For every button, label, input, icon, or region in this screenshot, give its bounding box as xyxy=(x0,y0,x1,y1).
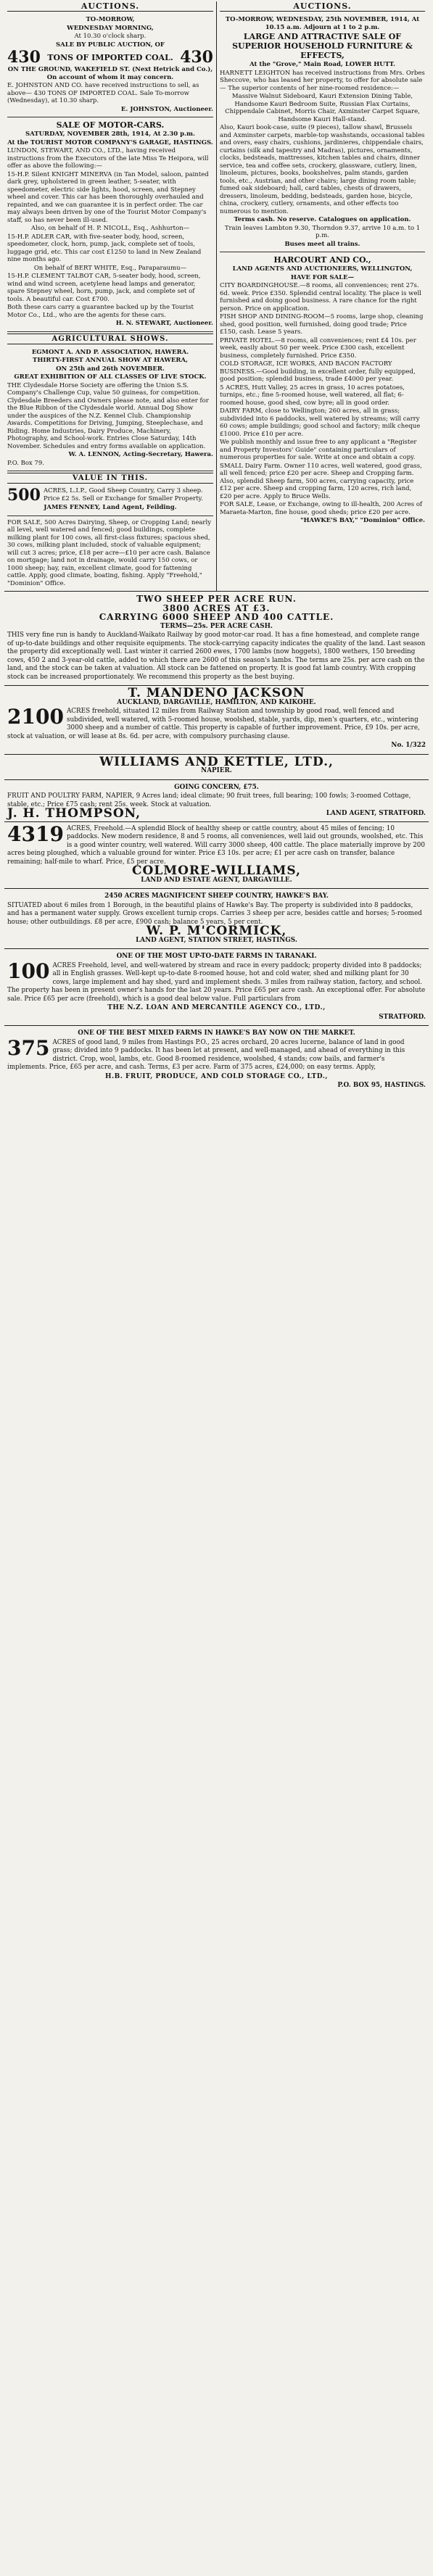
colmore-name: COLMORE-WILLIAMS, xyxy=(132,864,301,878)
egmont-dates: ON 25th and 26th NOVEMBER. xyxy=(56,365,165,373)
harcourt-item3: PRIVATE HOTEL.—8 rooms, all conveniences; rent £4 10s. per week, easily about 50 per week. Price £300 cash, excellent business, completely furnished. Price £350. xyxy=(220,336,416,360)
twosheep-h3: CARRYING 6000 SHEEP AND 400 CATTLE. xyxy=(99,612,334,622)
motor-car1: 15-H.P. Silent KNIGHT MINERVA (in Tan Model, saloon, painted dark grey, upholstered in green leather, 5-seater, with speedometer, electric side lights, hood, screen, and Stepney wheel and cover. This car has been thoroughly overhauled and repainted, and we can guarantee it is in perfect order. The car may always been driven by one of the Tourist Motor Company's staff, so has never been ill-used. xyxy=(7,170,209,224)
twosheep-h2: 3800 ACRES AT £3. xyxy=(162,602,271,613)
furniture-items: Massive Walnut Sideboard, Kauri Extension Dining Table, Handsome Kauri Bedroom Suite, Russian Flax Curtains, Chippendale Cabinet, Morris Chair, Axminster Carpet Square, Handsome Kauri Hall-stand. xyxy=(225,93,420,123)
nz-loan-ad xyxy=(4,949,429,1026)
furniture-date: TO-MORROW, WEDNESDAY, 25th NOVEMBER, 1914, At 10.15 a.m. Adjourn at 1 to 2 p.m. xyxy=(225,16,420,31)
furniture-more: Also, Kauri book-case, suite (9 pieces), tallow shawl, Brussels and Axminster carpets, marble-top washstands, occasional tables and overs, easy chairs, cushions, jardinieres, chippendale chairs, curtains (silk and tapestry and Madras), pictures, ornaments, clocks, bedsteads, mattresses, kitchen tables and chairs, dinner service, tea and coffee sets, crockery, glassware, cutlery, linen, linoleum, pictures, books, bookshelves, palm stands, garden tools, etc., Austrian, and other chairs; large dining room table; fumed oak sideboard; hall, card tables, chests of drawers, dressers, linoleum, bedding, bedsteads, garden hose, bicycle, china, crockery, cutlery, ornaments, and other effects too numerous to mention. xyxy=(220,124,425,215)
nzloan-body: ACRES Freehold, level, and well-watered by stream and race in every paddock; property divided into 8 paddocks; all in English grasses. Well-kept up-to-date 8-roomed house, hot and cold water, shed and milking plant for 30 cows, large implement and hay shed, yard and implement sheds. 3 miles from railway station, factory, and school. The property has been in present owner's hands for the last 20 years. Price £65 per acre cash. An exceptional offer. For absolute sale. Price £65 per acre (freehold), which is a good deal below value. Full particulars from xyxy=(7,961,426,1003)
nzloan-acres-number: 100 xyxy=(7,961,50,983)
coal-auction-ad xyxy=(7,13,213,117)
motor-title: SALE OF MOTOR-CARS. xyxy=(56,120,165,130)
thompson-body: FRUIT AND POULTRY FARM, NAPIER, 9 Acres land; ideal climate; 90 fruit trees, full bearing; 100 fowls; 3-roomed Cottage, stable, etc.; Price £75 cash; rent 25s. week. Stock at valuation. xyxy=(7,792,411,808)
mandeno-jackson-ad xyxy=(4,686,429,755)
motor-car3: 15-H.P. CLEMENT TALBOT CAR, 5-seater body, hood, screen, wind and wind screen, acetylene head lamps and generator, spare Stepney wheel, horn, pump, jack, and complete set of tools. A beautiful car. Cost £700. xyxy=(7,273,201,303)
egmont-show-ad xyxy=(7,346,213,472)
harcourt-item7: We publish monthly and issue free to any applicant a "Register and Property Investors' Guide" containing particulars of numerous properties for sale. Write at once and obtain a copy. xyxy=(220,439,417,461)
coal-signature: E. JOHNSTON, Auctioneer. xyxy=(120,105,213,113)
left-column xyxy=(4,1,216,591)
twosheep-h1: TWO SHEEP PER ACRE RUN. xyxy=(136,594,297,604)
coal-date-line1: TO-MORROW, xyxy=(86,16,135,23)
colmore-role: LAND AND ESTATE AGENT, DARGAVILLE. xyxy=(141,876,292,884)
motor-car-auction-ad xyxy=(7,117,213,332)
mandeno-name: T. MANDENO JACKSON xyxy=(128,686,305,700)
coal-location: ON THE GROUND, WAKEFIELD ST. (Next Hetrick and Co.), On account of whom it may concern. xyxy=(7,66,213,81)
colmore-acres-number: 4319 xyxy=(7,824,64,846)
harcourt-sub: LAND AGENTS AND AUCTIONEERS, WELLINGTON, xyxy=(232,265,413,273)
nzloan-name: THE N.Z. LOAN AND MERCANTILE AGENCY CO., LTD., xyxy=(107,1004,326,1011)
williams-kettle-ad xyxy=(4,755,429,780)
colmore-row xyxy=(7,825,426,867)
harcourt-item2: FISH SHOP AND DINING-ROOM—5 rooms, large shop, cleaning shed, good position, well furnished, doing good trade; Price £150, cash. Lease 5 years. xyxy=(220,313,424,336)
hbfruit-head: ONE OF THE BEST MIXED FARMS IN HAWKE'S BAY NOW ON THE MARKET. xyxy=(78,1030,355,1037)
egmont-exhibition: GREAT EXHIBITION OF ALL CLASSES OF LIVE STOCK. xyxy=(14,373,207,381)
egmont-show: THIRTY-FIRST ANNUAL SHOW AT HAWERA, xyxy=(33,357,188,364)
furniture-title: LARGE AND ATTRACTIVE SALE OF SUPERIOR HOUSEHOLD FURNITURE & EFFECTS, xyxy=(232,32,413,60)
harcourt-item5: 5 ACRES, Hutt Valley, 25 acres in grass, 10 acres potatoes, turnips, etc.; fine 5-roomed house, well watered, all flat; 6-roomed house, good shed, cow byre; all in good order. xyxy=(220,384,405,407)
egmont-body: THE Clydesdale Horse Society are offering the Union S.S. Company's Challenge Cup, value 50 guineas, for competition. Clydesdale Breeders and Owners please note, and also enter for the Blue Ribbon of the Clydesdale world. Annual Dog Show under the auspices of the N.Z. Kennel Club. Championship Awards. Competitions for Driving, Jumping, Steeplechase, and Riding. Home Industries, Dairy Produce, Machinery, Photography, and School-work. Entries Close Saturday, 14th November. Schedules and entry forms available on application. xyxy=(7,381,209,450)
hbfruit-acres-number: 375 xyxy=(7,1038,50,1060)
coal-body: E. JOHNSTON AND CO. have received instructions to sell, as above— 430 TONS OF IMPORTED COAL. Sale To-morrow (Wednesday), at 10.30 sharp. xyxy=(7,82,199,104)
value-in-this-header: VALUE IN THIS. xyxy=(7,473,213,484)
mccormick-head: 2450 ACRES MAGNIFICENT SHEEP COUNTRY, HAWKE'S BAY. xyxy=(104,893,329,900)
furniture-auction-ad xyxy=(220,13,425,252)
mandeno-row xyxy=(7,708,426,741)
egmont-pobox: P.O. Box 79. xyxy=(7,459,44,467)
furniture-buses: Buses meet all trains. xyxy=(284,240,360,248)
mccormick-ad xyxy=(4,889,429,949)
harcourt-have: HAVE FOR SALE— xyxy=(290,273,355,281)
coal-headline xyxy=(7,49,213,65)
egmont-assoc: EGMONT A. AND P. ASSOCIATION, HAWERA. xyxy=(31,348,189,356)
right-column xyxy=(216,1,428,591)
mandeno-ref: No. 1/322 xyxy=(391,742,426,749)
furniture-body: HARNETT LEIGHTON has received instructions from Mrs. Orbes Sheccove, who has leased her property, to offer for absolute sale— The superior contents of her nine-roomed residence:— xyxy=(220,69,425,92)
harcourt-item8: SMALL Dairy Farm. Owner 110 acres, well watered, good grass, all well fenced; price £20 per acre. Sheep and Cropping farm. Also, splendid Sheep farm, 500 acres, carrying capacity, price £12 per acre. Sheep and cropping farm, 120 acres, rich land, £20 per acre. Apply to Bruce Wells. xyxy=(220,462,422,500)
harcourt-item6: DAIRY FARM, close to Wellington; 260 acres, all in grass; subdivided into 6 paddocks, well watered by streams; will carry 60 cows; ample buildings; good school and factory; milk cheque £1000. Price £10 per acre. xyxy=(220,407,421,438)
two-sheep-run-ad xyxy=(4,592,429,686)
nzloan-row xyxy=(7,962,426,1004)
thompson-sig-row xyxy=(7,806,426,821)
harcourt-item9: FOR SALE, Lease, or Exchange, owing to ill-health, 200 Acres of Maraeta-Marton, fine house, good sheds; price £20 per acre. xyxy=(220,501,423,516)
coal-tons-left: 430 xyxy=(7,48,41,67)
coal-date-line2: WEDNESDAY MORNING, xyxy=(67,24,154,32)
mccormick-body: SITUATED about 6 miles from 1 Borough, in the beautiful plains of Hawke's Bay. The property is subdivided into 8 paddocks, and has a permanent water supply. Grows excellent turnip crops. Carries 3 sheep per acre, besides cattle and horses; 5-roomed house; other outbuildings. £8 per acre, £900 cash; balance 5 years, 5 per cent. xyxy=(7,901,422,926)
mandeno-places: AUCKLAND, DARGAVILLE, HAMILTON, AND KAIKOHE. xyxy=(117,698,316,706)
williams-name: WILLIAMS AND KETTLE, LTD., xyxy=(99,754,334,769)
hbfruit-role: P.O. BOX 95, HASTINGS. xyxy=(337,1082,426,1089)
hbfruit-name: H.B. FRUIT, PRODUCE, AND COLD STORAGE CO., LTD., xyxy=(105,1072,328,1080)
nzloan-role: STRATFORD. xyxy=(379,1013,426,1021)
harcourt-item1: CITY BOARDINGHOUSE.—8 rooms, all conveniences; rent 27s. 6d. week. Price £350. Splendid central locality. The place is well furnished and doing good business. A rare chance for the right person. Price on application. xyxy=(220,282,421,312)
motor-signature: H. N. STEWART, Auctioneer. xyxy=(115,320,213,327)
fenney-acres-number: 500 xyxy=(7,486,41,505)
fenney-row xyxy=(7,487,213,503)
fenney-body: ACRES, L.I.P., Good Sheep Country, Carry 3 sheep. Price £2 5s. Sell or Exchange for Smaller Property. xyxy=(43,487,203,502)
colmore-williams-ad xyxy=(4,822,429,890)
motor-date: SATURDAY, NOVEMBER 28th, 1914, At 2.30 p.m. xyxy=(25,131,195,138)
motor-guarantee: Both these cars carry a guarantee backed up by the Tourist Motor Co., Ltd., who are the agents for these cars. xyxy=(7,304,194,319)
furniture-train: Train leaves Lambton 9.30, Thorndon 9.37, arrive 10 a.m. to 1 p.m. xyxy=(224,224,421,239)
newspaper-page xyxy=(4,0,429,1094)
harcourt-item4: COLD STORAGE, ICE WORKS, AND BACON FACTORY BUSINESS.—Good building, in excellent order, fully equipped, good position; splendid business, trade £4000 per year. xyxy=(220,360,416,383)
mccormick-role: LAND AGENT, STATION STREET, HASTINGS. xyxy=(136,936,297,944)
hbfruit-body: ACRES of good land, 9 miles from Hastings P.O., 25 acres orchard, 20 acres lucerne, balance of land in good grass; divided into 9 paddocks. It has been let at present, and well-managed, and ahead of everything in this district. Crop, wool, lambs, etc. Good 8-roomed residence, woolshed, 4 stands; cow bails, and farmer's implements. Price, £65 per acre, and cash. Terms, £3 per acre. Farm of 375 acres, £24,000; on easy terms. Apply, xyxy=(7,1038,405,1071)
motor-location: At the TOURIST MOTOR COMPANY'S GARAGE, HASTINGS. xyxy=(7,138,213,146)
motor-car2-owner: On behalf of BERT WHITE, Esq., Paraparaumu— xyxy=(33,264,187,272)
thompson-head: GOING CONCERN, £75. xyxy=(174,783,259,791)
furniture-terms: Terms cash. No reserve. Catalogues on application. xyxy=(234,216,411,223)
hb-fruit-ad xyxy=(4,1026,429,1094)
twosheep-h4: TERMS—25s. PER ACRE CASH. xyxy=(160,622,273,630)
motor-body: LUNDON, STEWART, AND CO., LTD., having received instructions from the Executors of the late Miss Te Heipora, will offer as above the following:— xyxy=(7,147,209,170)
coal-sale-line: SALE BY PUBLIC AUCTION, OF xyxy=(56,41,165,49)
egmont-signature: W. A. LENNON, Acting-Secretary, Hawera. xyxy=(68,451,213,458)
thompson-name: J. H. THOMPSON, xyxy=(7,806,141,821)
twosheep-body: THIS very fine run is handy to Auckland-Waikato Railway by good motor-car road. It has a fine homestead, and complete range of up-to-date buildings and other requisite equipments. The stock-carrying capacity indicates the quality of the land. Last season the property did exceptionally well. Last winter it carried 2600 ewes, 1700 lambs (now hoggets), 1800 wethers, 150 breeding cows, 450 2 and 3-year-old cattle, added to which there are 2600 of this season's lambs. The terms are 25s. per acre cash on the land, and the stock can be taken at valuation. All stock can be fattened on property. It is good fat lamb country. With cropping stock can be increased proportionately. We recommend this property as the best buying. xyxy=(7,631,426,681)
furniture-location: At the "Grove," Main Road, LOWER HUTT. xyxy=(250,61,395,68)
colmore-body: ACRES, Freehold.—A splendid Block of healthy sheep or cattle country, about 45 miles of fencing; 10 paddocks. New modern residence, 8 and 5 rooms, all conveniences, well laid out grounds, woolshed, etc. This is a good winter country, well watered. Will carry 3000 sheep, 400 cattle. The place materially improve by 200 acres being ploughed, which a valuable ground for winter. Price £3 10s. per acre; £1 per acre cash on transfer, balance remaining; half-mile to wharf. Price, £5 per acre. xyxy=(7,824,425,866)
thompson-role: LAND AGENT, STRATFORD. xyxy=(326,810,426,817)
harcourt-signature: "HAWKE'S BAY," "Dominion" Office. xyxy=(300,517,425,524)
williams-place: NAPIER. xyxy=(201,767,232,774)
two-column-section xyxy=(4,1,429,592)
coal-time: At 10.30 o'clock sharp. xyxy=(74,33,147,40)
mandeno-acres-number: 2100 xyxy=(7,708,64,729)
motor-car1-owner: Also, on behalf of H. P. NICOLL, Esq., Ashhurton— xyxy=(30,225,190,232)
fenney-ad xyxy=(7,485,213,516)
thompson-ad xyxy=(4,780,429,822)
coal-tons-right: 430 xyxy=(180,48,213,67)
nzloan-head: ONE OF THE MOST UP-TO-DATE FARMS IN TARANAKI. xyxy=(116,953,317,960)
mandeno-body: ACRES freehold, situated 12 miles from Railway Station and township by good road, well fenced and subdivided, well watered, with 5-roomed house, woolshed, stable, yards, dip, men's quarters, etc., wintering 3000 sheep and a number of cattle. This property is capable of further improvement. Price, £9 10s. per acre, stock at valuation, or will lease at 8s. 6d. per acre, with compulsory purchasing clause. xyxy=(7,708,420,740)
left-column-header: AUCTIONS. xyxy=(7,1,213,12)
agricultural-shows-header: AGRICULTURAL SHOWS. xyxy=(7,334,213,344)
harcourt-ad xyxy=(220,252,425,529)
dairying-body: FOR SALE, 500 Acres Dairying, Sheep, or Cropping Land; nearly all level, well watered and fenced; good buildings, complete milking plant for 100 cows, all first-class fixtures; spacious shed, 30 cows, milking plant included, stock of valuable equipment; will cut 3 acres; price, £18 per acre—£10 per acre cash. Balance on mortgage; land not in drainage, would carry 150 cows, or 1000 sheep; hay, rain, excellent climate, good for fattening cattle. Apply, good climate, boating, fishing. Apply "Freehold," "Dominion" Office. xyxy=(7,518,212,587)
fenney-signature: JAMES FENNEY, Land Agent, Feilding. xyxy=(44,504,177,511)
coal-tons-text: TONS OF IMPORTED COAL. xyxy=(47,52,173,62)
dairying-sale-ad xyxy=(7,516,213,592)
harcourt-name: HARCOURT AND CO., xyxy=(273,255,371,265)
mccormick-name: W. P. M'CORMICK, xyxy=(146,924,287,938)
hbfruit-row xyxy=(7,1039,426,1072)
motor-car2: 15-H.P. ADLER CAR, with five-seater body, hood, screen, speedometer, clock, horn, pump, jack, complete set of tools, luggage grid, etc. This car cost £1250 to land in New Zealand nine months ago. xyxy=(7,233,202,263)
right-column-header: AUCTIONS. xyxy=(220,1,425,12)
